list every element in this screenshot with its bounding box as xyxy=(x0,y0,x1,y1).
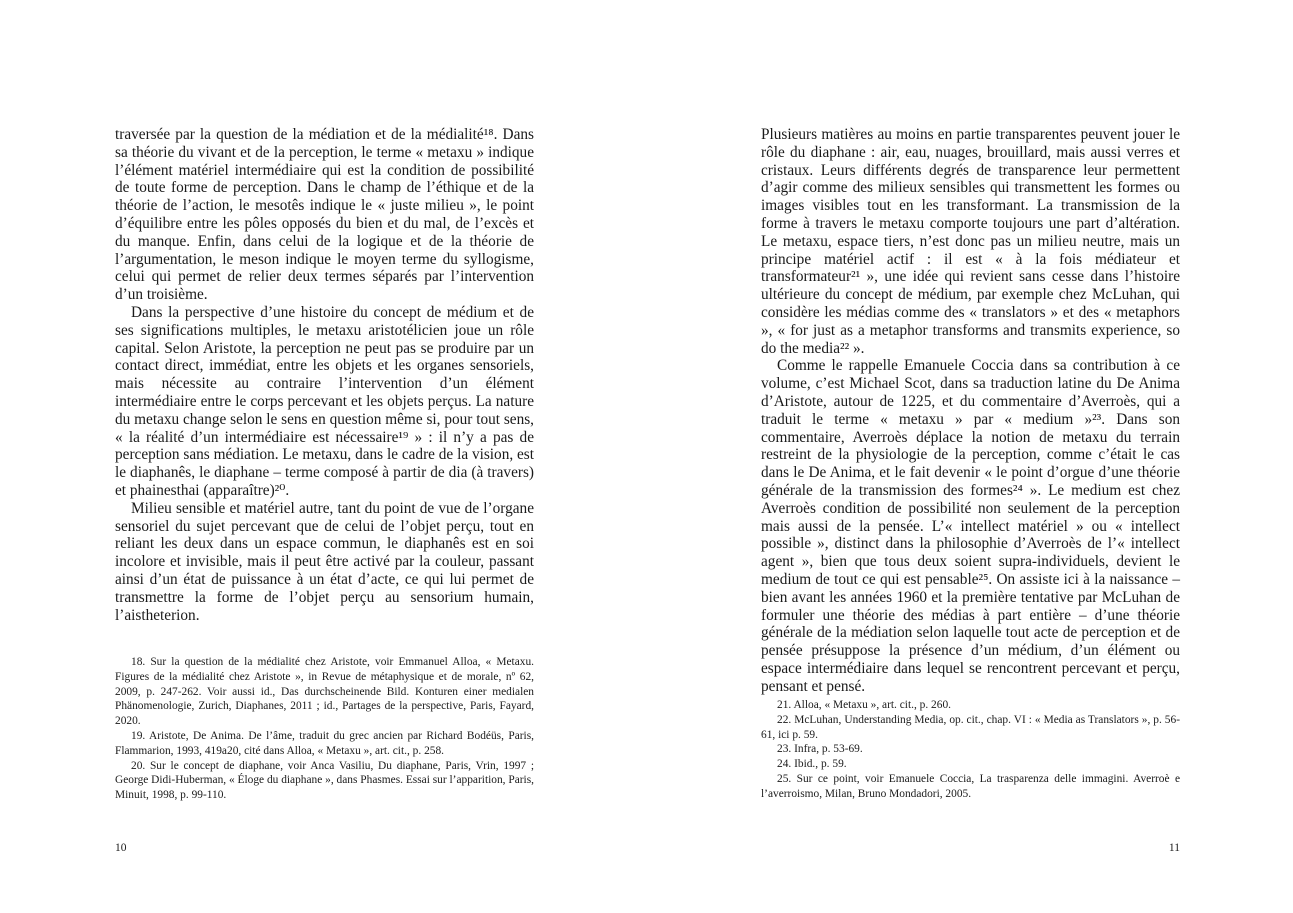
footnote: 21. Alloa, « Metaxu », art. cit., p. 260. xyxy=(777,699,951,711)
body-paragraph: Comme le rappelle Emanuele Coccia dans sa contribution à ce volume, c’est Michael Scot, dans sa traduction latine du De Anima d’Aristote, autour de 1225, et du commentaire d’Averroès, qui a traduit le terme « metaxu » par « medium »²³. Dans son commentaire, Averroès déplace la notion de metaxu du terrain restreint de la physiologie de la perception, comme c’était le cas dans le De Anima, et le fait devenir « le point d’orgue d’une théorie générale de la transmission des formes²⁴ ». Le medium est chez Averroès condition de possibilité non seulement de la perception mais aussi de la pensée. L’« intellect matériel » ou « intellect possible », distinct dans la philosophie d’Averroès de l’« intellect agent », bien que tous deux soient supra-individuels, devient le medium de tout ce qui est pensable²⁵. On assiste ici à la naissance – bien avant les années 1960 et la première tentative par McLuhan de formuler une théorie des médias à part entière – d’une théorie générale de la médiation selon laquelle tout acte de perception et de pensée présuppose la présence d’un médium, d’un élément ou espace intermédiaire dans lequel se rencontrent percevant et perçu, pensant et pensé. xyxy=(761,357,1180,695)
left-page-body xyxy=(115,126,534,624)
right-page-footnotes xyxy=(761,698,1180,802)
left-page xyxy=(115,0,534,913)
body-paragraph: Milieu sensible et matériel autre, tant du point de vue de l’organe sensoriel du sujet percevant que de celui de l’objet perçu, tout en reliant les deux dans un espace commun, le diaphanês est en soi incolore et invisible, mais il peut être activé par la couleur, passant ainsi d’un état de puissance à un état d’acte, ce qui lui permet de transmettre la forme de l’objet perçu au sensorium humain, l’aistheterion. xyxy=(115,499,534,624)
right-page-body xyxy=(761,126,1180,696)
body-paragraph: Plusieurs matières au moins en partie transparentes peuvent jouer le rôle du diaphane : air, eau, nuages, brouillard, mais aussi verres et cristaux. Leurs différents degrés de transparence leur permettent d’agir comme des milieux sensibles qui transmettent les formes ou images visibles tout en les transformant. La transmission de la forme à travers le metaxu comporte toujours une part d’altération. Le metaxu, espace tiers, n’est donc pas un milieu neutre, mais un principe matériel actif : il est « à la fois médiateur et transformateur²¹ », une idée qui revient sans cesse dans l’histoire ultérieure du concept de médium, par exemple chez McLuhan, qui considère les médias comme des « translators » et des « metaphors », « for just as a metaphor transforms and transmits experience, so do the media²² ». xyxy=(761,126,1180,357)
footnote: 23. Infra, p. 53-69. xyxy=(777,743,863,756)
footnote: 19. Aristote, De Anima. De l’âme, traduit du grec ancien par Richard Bodéüs, Paris, Flammarion, 1993, 419a20, cité dans Alloa, « Metaxu », art. cit., p. 258. xyxy=(115,729,534,757)
body-paragraph: traversée par la question de la médiation et de la médialité¹⁸. Dans sa théorie du vivant et de la perception, le terme « metaxu » indique l’élément matériel intermédiaire qui est la condition de possibilité de toute forme de perception. Dans le champ de l’éthique et de la théorie de l’action, le mesotês indique le « juste milieu », le point d’équilibre entre les pôles opposés du bien et du mal, de l’excès et du manque. Enfin, dans celui de la logique et de la théorie de l’argumentation, le meson indique le moyen terme du syllogisme, celui qui permet de relier deux termes séparés par l’intervention d’un troisième. xyxy=(115,126,534,304)
right-page xyxy=(761,0,1180,913)
footnote: 24. Ibid., p. 59. xyxy=(777,758,847,771)
page-number: 11 xyxy=(1168,842,1180,854)
footnote: 22. McLuhan, Understanding Media, op. cit., chap. VI : « Media as Translators », p. 56-61, ici p. 59. xyxy=(761,713,1180,741)
page-number: 10 xyxy=(115,842,127,854)
left-page-footnotes xyxy=(115,655,534,803)
footnote: 18. Sur la question de la médialité chez Aristote, voir Emmanuel Alloa, « Metaxu. Figures de la médialité chez Aristote », in Revue de métaphysique et de morale, nº 62, 2009, p. 247-262. Voir aussi id., Das durchscheinende Bild. Konturen einer medialen Phänomenologie, Zurich, Diaphanes, 2011 ; id., Partages de la perspective, Paris, Fayard, 2020. xyxy=(115,656,534,728)
footnote: 25. Sur ce point, voir Emanuele Coccia, La trasparenza delle immagini. Averroè e l’averroismo, Milan, Bruno Mondadori, 2005. xyxy=(761,772,1180,800)
footnote: 20. Sur le concept de diaphane, voir Anca Vasiliu, Du diaphane, Paris, Vrin, 1997 ; George Didi-Huberman, « Éloge du diaphane », dans Phasmes. Essai sur l’apparition, Paris, Minuit, 1998, p. 99-110. xyxy=(115,759,534,802)
body-paragraph: Dans la perspective d’une histoire du concept de médium et de ses significations multiples, le metaxu aristotélicien joue un rôle capital. Selon Aristote, la perception ne peut pas se produire par un contact direct, immédiat, entre les objets et les organes sensoriels, mais nécessite au contraire l’intervention d’un élément intermédiaire entre le corps percevant et les objets perçus. La nature du metaxu change selon le sens en question même si, pour tout sens, « la réalité d’un intermédiaire est nécessaire¹⁹ » : il n’y a pas de perception sans médiation. Le metaxu, dans le cadre de la vision, est le diaphanês, le diaphane – terme composé à partir de dia (à travers) et phainesthai (apparaître)²⁰. xyxy=(115,303,534,499)
